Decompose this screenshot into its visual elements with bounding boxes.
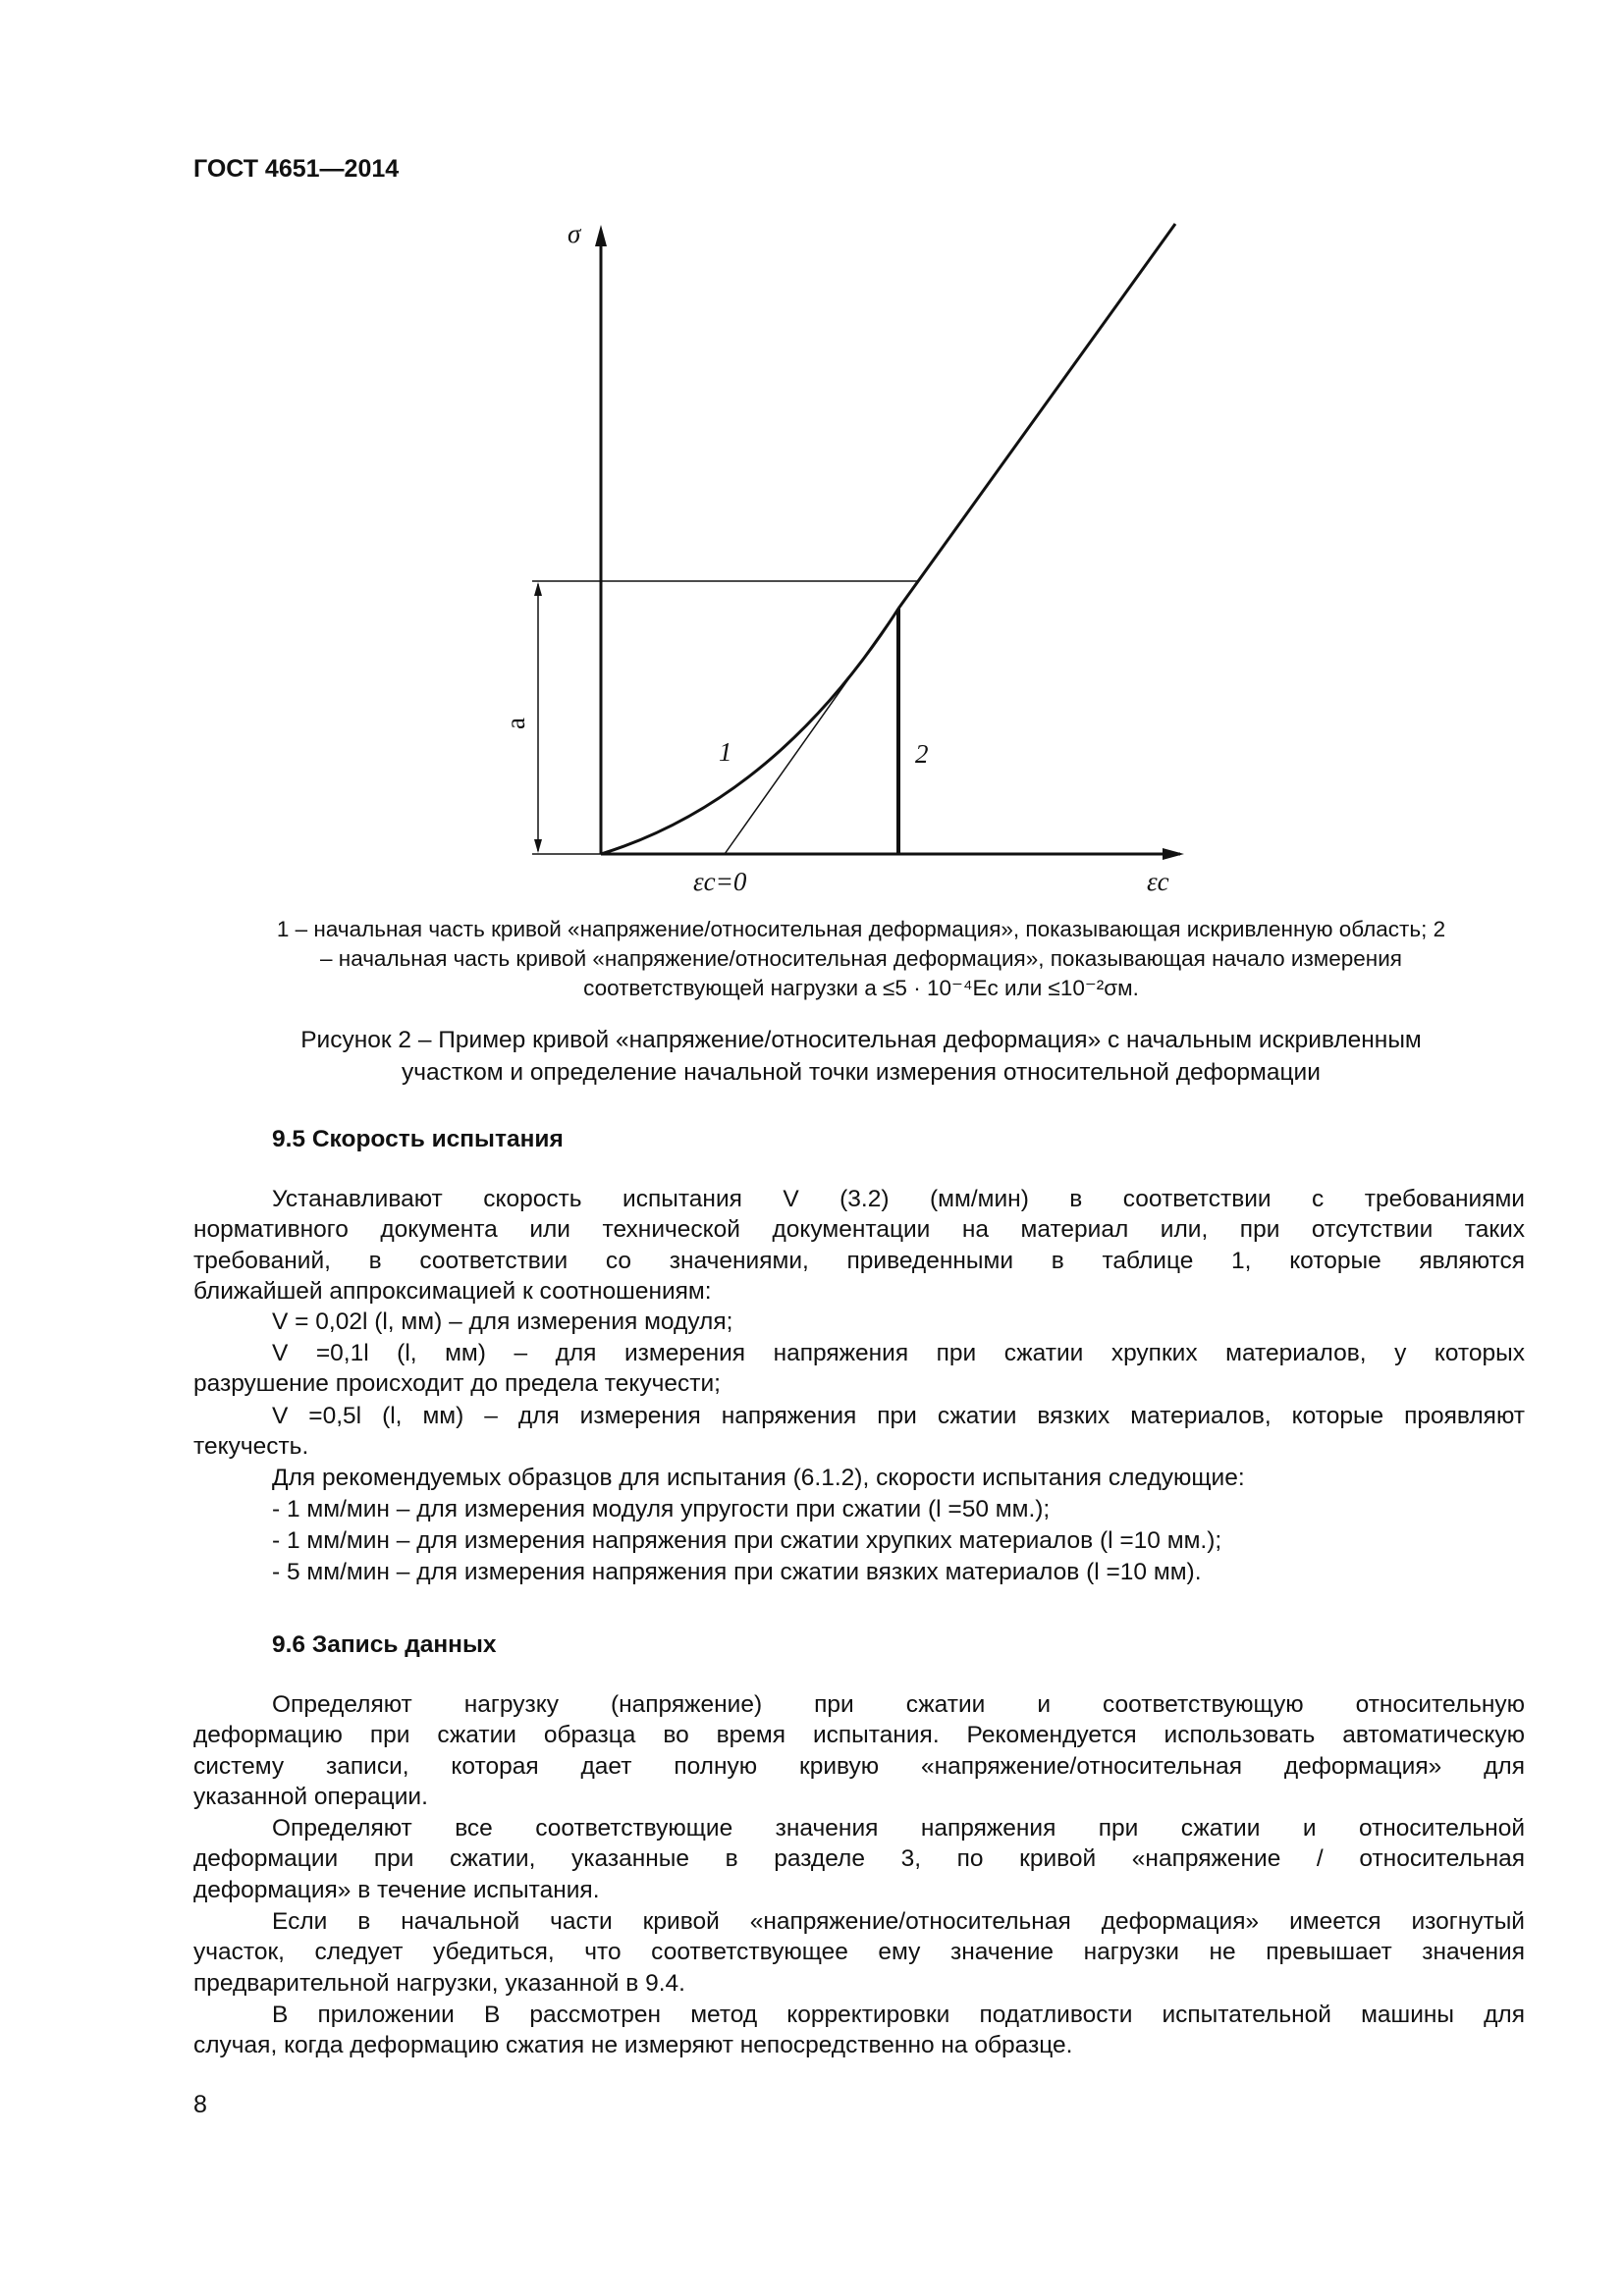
dimension-a-arrow-bottom: [534, 839, 542, 853]
paragraph-line: нормативного документа или технической документации на материал или, при отсутствии таких: [193, 1216, 1525, 1243]
stress-strain-curve: [601, 224, 1175, 854]
paragraph-line: V =0,1l (l, мм) – для измерения напряжения при сжатии хрупких материалов, у которых: [272, 1340, 1525, 1366]
figure-note-line: соответствующей нагрузки a ≤5 · 10⁻⁴Ec или ≤10⁻²σм.: [583, 976, 1139, 1000]
sigma-label: σ: [568, 219, 581, 248]
paragraph-line: случая, когда деформацию сжатия не измеряют непосредственно на образце.: [193, 2032, 1073, 2058]
paragraph-line: - 5 мм/мин – для измерения напряжения при сжатии вязких материалов (l =10 мм).: [272, 1559, 1202, 1585]
figure-note-line: – начальная часть кривой «напряжение/относительная деформация», показывающая начало измерения: [320, 946, 1402, 971]
line-2-label: 2: [915, 739, 929, 769]
paragraph-line: ближайшей аппроксимацией к соотношениям:: [193, 1278, 712, 1305]
paragraph-line: V =0,5l (l, мм) – для измерения напряжения при сжатии вязких материалов, которые проявляют: [272, 1403, 1525, 1429]
figure-caption-line: Рисунок 2 – Пример кривой «напряжение/относительная деформация» с начальным искривленным: [300, 1027, 1422, 1053]
page-number: 8: [193, 2091, 207, 2118]
document-header: ГОСТ 4651—2014: [193, 155, 400, 183]
paragraph-line: указанной операции.: [193, 1784, 428, 1810]
tangent-line: [725, 609, 898, 854]
figure-caption: [193, 1024, 1529, 1089]
dimension-a-arrow-top: [534, 582, 542, 596]
strain-zero-label: εc=0: [693, 867, 747, 896]
dimension-a-label: a: [501, 718, 530, 729]
figure-note: [193, 915, 1529, 1003]
paragraph-line: систему записи, которая дает полную кривую «напряжение/относительная деформация» для: [193, 1753, 1525, 1780]
paragraph-line: требований, в соответствии со значениями, приведенными в таблице 1, которые являются: [193, 1248, 1525, 1274]
paragraph-line: Определяют все соответствующие значения напряжения при сжатии и относительной: [272, 1815, 1525, 1842]
sigma-axis-arrow: [595, 225, 607, 246]
section-9-5-heading: 9.5 Скорость испытания: [272, 1126, 564, 1152]
paragraph-line: деформация» в течение испытания.: [193, 1877, 600, 1903]
paragraph-line: участок, следует убедиться, что соответствующее ему значение нагрузки не превышает значения: [193, 1939, 1525, 1965]
figure-note-line: 1 – начальная часть кривой «напряжение/относительная деформация», показывающая искривленную область; 2: [276, 917, 1446, 941]
paragraph-line: В приложении В рассмотрен метод корректировки податливости испытательной машины для: [272, 2002, 1525, 2028]
curve-1-label: 1: [719, 737, 732, 767]
paragraph-line: Для рекомендуемых образцов для испытания (6.1.2), скорости испытания следующие:: [272, 1465, 1245, 1491]
paragraph-line: Если в начальной части кривой «напряжение/относительная деформация» имеется изогнутый: [272, 1908, 1525, 1935]
paragraph-line: текучесть.: [193, 1433, 309, 1460]
paragraph-line: Определяют нагрузку (напряжение) при сжатии и соответствующую относительную: [272, 1691, 1525, 1718]
strain-label: εc: [1147, 867, 1169, 896]
paragraph-line: Устанавливают скорость испытания V (3.2) (мм/мин) в соответствии с требованиями: [272, 1186, 1525, 1212]
paragraph-line: V = 0,02l (l, мм) – для измерения модуля;: [272, 1308, 733, 1335]
paragraph-line: - 1 мм/мин – для измерения модуля упругости при сжатии (l =50 мм.);: [272, 1496, 1051, 1522]
paragraph-line: деформации при сжатии, указанные в разделе 3, по кривой «напряжение / относительная: [193, 1845, 1525, 1872]
figure-caption-line: участком и определение начальной точки измерения относительной деформации: [402, 1059, 1321, 1086]
strain-axis-arrow: [1163, 848, 1184, 860]
paragraph-line: деформацию при сжатии образца во время испытания. Рекомендуется использовать автоматическую: [193, 1722, 1525, 1748]
paragraph-line: - 1 мм/мин – для измерения напряжения при сжатии хрупких материалов (l =10 мм.);: [272, 1527, 1222, 1554]
section-9-6-heading: 9.6 Запись данных: [272, 1631, 497, 1658]
paragraph-line: разрушение происходит до предела текучести;: [193, 1370, 721, 1397]
stress-strain-figure: [461, 211, 1208, 898]
paragraph-line: предварительной нагрузки, указанной в 9.4.: [193, 1970, 685, 1997]
